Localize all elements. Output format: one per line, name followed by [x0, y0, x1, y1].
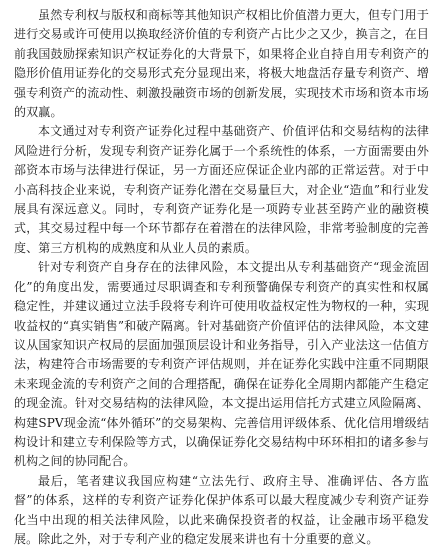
paragraph-conclusion: 最后，笔者建议我国应构建“立法先行、政府主导、准确评估、各方监督”的体系，这样的专利资产证券化保护体系可以最大程度减少专利资产证券化当中出现的相关法律风险，以此来确保投资者的权益，让金融市场平稳发展。除此之外，对于专利产业的稳定发展来讲也有十分重要的意义。 [14, 473, 429, 546]
paragraph-patent-value: 虽然专利权与版权和商标等其他知识产权相比价值潜力更大，但专门用于进行交易或许可使用以换取经济价值的专利资产占比少之又少，换言之，在目前我国鼓励探索知识产权证券化的大背景下，如果将企业自持自用专利资产的隐形价值用证券化的交易形式充分显现出来，将极大地盘活存量专利资产、增强专利资产的流动性、刺激投融资市场的创新发展，实现技术市场和资本市场的双赢。 [14, 8, 429, 120]
paragraph-risk-analysis: 本文通过对专利资产证券化过程中基础资产、价值评估和交易结构的法律风险进行分析，发现专利资产证券化属于一个系统性的体系，一方面需要由外部资本市场与法律进行保证，另一方面还应保证企业内部的正常运营。对于中小高科技企业来说，专利资产证券化潜在交易量巨大，对企业“造血”和行业发展具有深远意义。同时，专利资产证券化是一项跨专业甚至跨产业的融资模式，其交易过程中每一个环节都存在着潜在的法律风险，非常考验制度的完善度、第三方机构的成熟度和从业人员的素质。 [14, 124, 429, 255]
paragraph-risk-countermeasures: 针对专利资产自身存在的法律风险，本文提出从专利基础资产“现金流固化”的角度出发，需要通过尽职调查和专利预警确保专利资产的真实性和权属稳定性，并建议通过立法手段将专利许可使用收益权定性为物权的一种，实现收益权的“真实销售”和破产隔离。针对基础资产价值评估的法律风险，本文建议从国家知识产权局的层面加强顶层设计和业务指导，引入产业法这一估值方法，构建符合市场需要的专利资产评估规则，并在证券化实践中注重不同期限未来现金流的专利资产之间的合理搭配，确保在证券化全周期内都能产生稳定的现金流。针对交易结构的法律风险，本文提出运用信托方式建立风险隔离、构建SPV现金流“体外循环”的交易架构、完善信用评级体系、优化信用增级结构设计和建立专利保险等方式，以确保证券化交易结构中环环相扣的诸多参与机构之间的协同配合。 [14, 260, 429, 469]
